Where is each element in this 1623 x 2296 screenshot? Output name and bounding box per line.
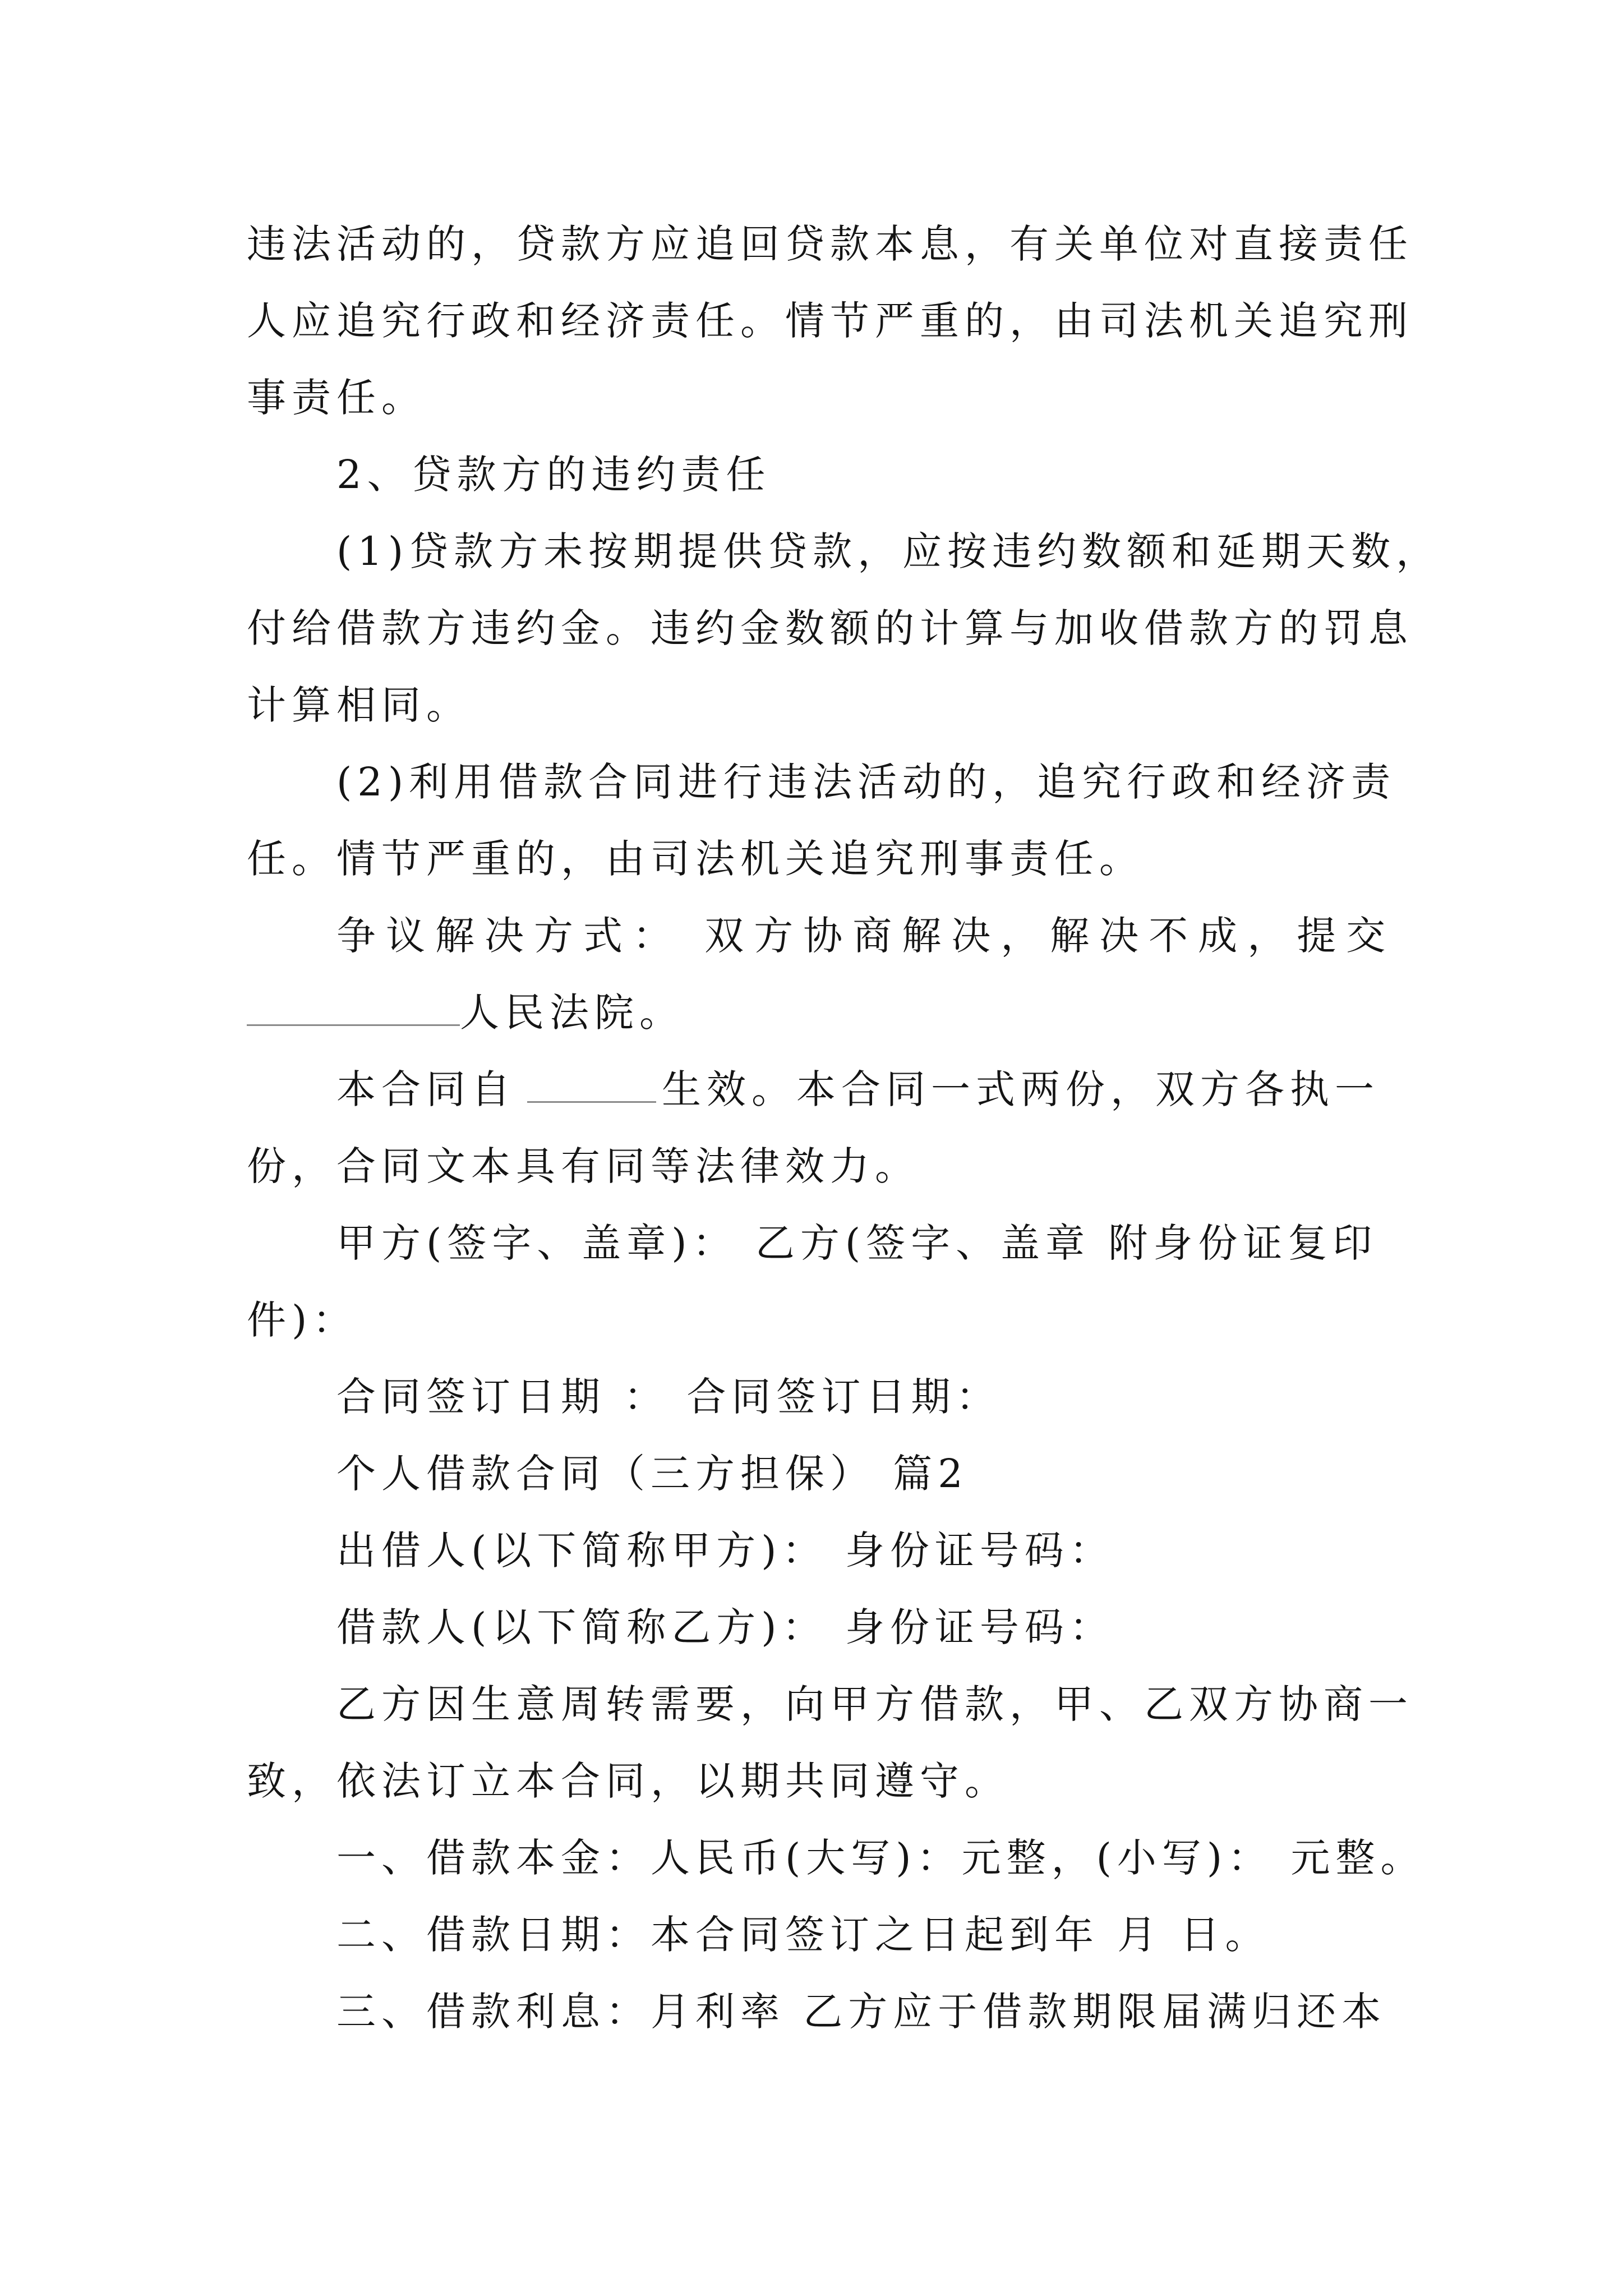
- contract-title: 个人借款合同（三方担保） 篇2: [336, 1451, 969, 1497]
- signature-line: 甲方(签字、盖章)： 乙方(签字、盖章 附身份证复印: [336, 1220, 1378, 1266]
- effective-line: [336, 1047, 1413, 1131]
- court-label: 人民法院。: [460, 990, 684, 1036]
- borrower-line: 借款人(以下简称乙方)： 身份证号码：: [336, 1604, 1114, 1650]
- text-line: 事责任。: [247, 375, 426, 421]
- text-line: 件)：: [247, 1297, 358, 1343]
- text-line: 计算相同。: [247, 682, 471, 728]
- clause-interest: 三、借款利息：月利率 乙方应于借款期限届满归还本: [336, 1989, 1387, 2035]
- court-line: [247, 970, 1413, 1055]
- text-line: (2)利用借款合同进行违法活动的，追究行政和经济责: [336, 759, 1396, 805]
- section-heading: 2、贷款方的违约责任: [336, 452, 771, 498]
- effective-suffix: 生效。本合同一式两份，双方各执一: [662, 1066, 1380, 1112]
- clause-principal: 一、借款本金：人民币(大写)：元整，(小写)： 元整。: [336, 1835, 1426, 1881]
- fill-in-blank: [247, 987, 460, 1027]
- fill-in-blank: [527, 1064, 656, 1103]
- text-line: 份，合同文本具有同等法律效力。: [247, 1143, 920, 1189]
- text-line: 违法活动的，贷款方应追回贷款本息，有关单位对直接责任: [247, 221, 1413, 267]
- text-line: 人应追究行政和经济责任。情节严重的，由司法机关追究刑: [247, 298, 1413, 344]
- text-line: (1)贷款方未按期提供贷款，应按违约数额和延期天数，: [336, 528, 1441, 574]
- clause-date: 二、借款日期：本合同签订之日起到年 月 日。: [336, 1912, 1270, 1958]
- text-line: 致，依法订立本合同，以期共同遵守。: [247, 1758, 1009, 1804]
- signing-date-line: 合同签订日期 ： 合同签订日期：: [336, 1374, 1001, 1420]
- text-line: 乙方因生意周转需要，向甲方借款，甲、乙双方协商一: [336, 1681, 1413, 1727]
- text-line: 争议解决方式： 双方协商解决，解决不成，提交: [336, 913, 1396, 959]
- text-line: 付给借款方违约金。违约金数额的计算与加收借款方的罚息: [247, 605, 1413, 651]
- text-line: 任。情节严重的，由司法机关追究刑事责任。: [247, 836, 1144, 882]
- effective-prefix: 本合同自: [336, 1066, 516, 1112]
- lender-line: 出借人(以下简称甲方)： 身份证号码：: [336, 1527, 1114, 1573]
